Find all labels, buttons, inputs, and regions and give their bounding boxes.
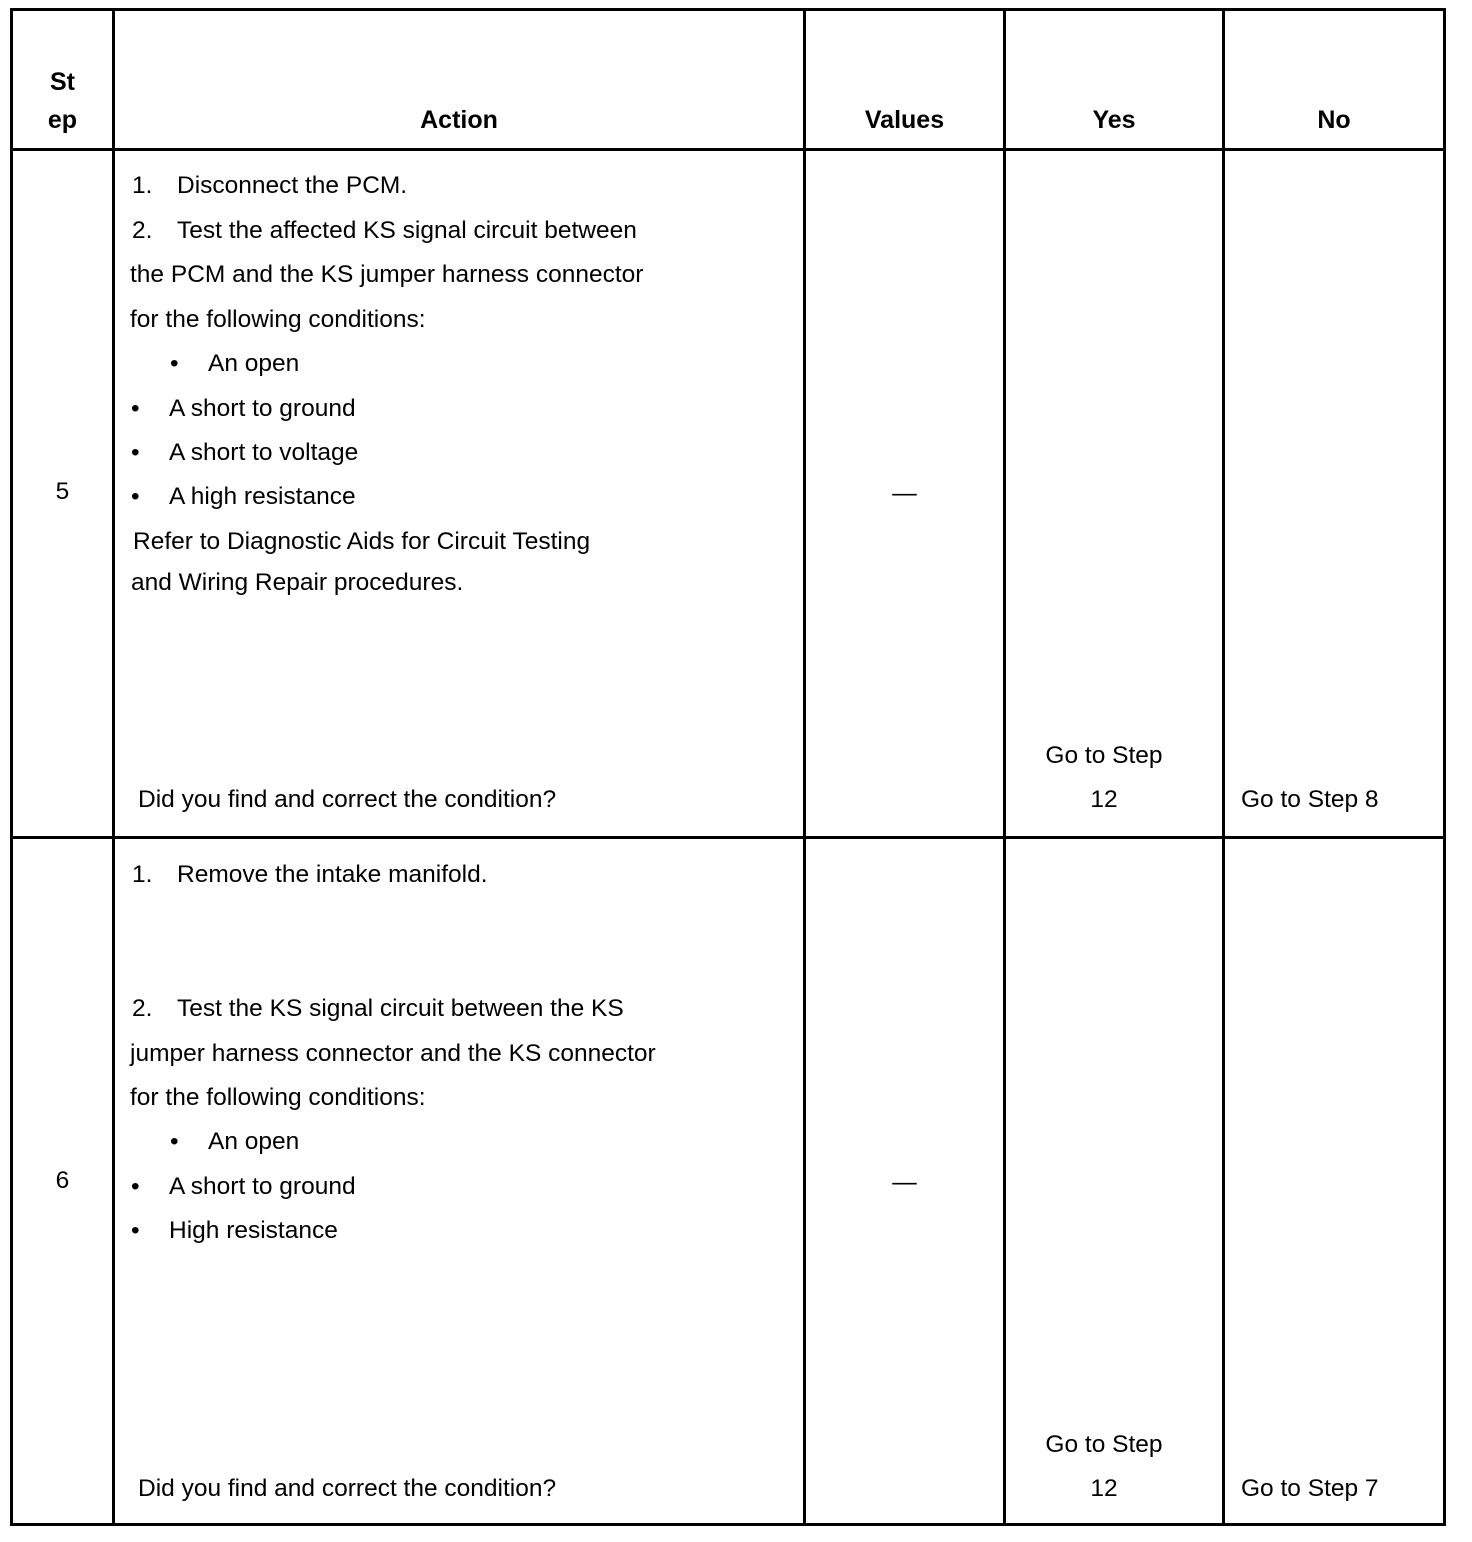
row-divider [10,836,1446,839]
row5-action-item2-line1: 2. Test the affected KS signal circuit between [132,217,637,244]
row5-no: Go to Step 8 [1241,786,1379,813]
row6-value: — [892,1169,917,1196]
row5-refer-line1: Refer to Diagnostic Aids for Circuit Testing [133,528,591,555]
row5-action-item2-line2: the PCM and the KS jumper harness connector [130,261,644,288]
table-border-right [1443,8,1446,1526]
bullet-icon: • [131,483,140,510]
col-divider-yes [1222,8,1225,1526]
header-step-line1: St [50,68,75,96]
header-no: No [1317,106,1351,134]
header-divider [10,148,1446,151]
row5-step: 5 [55,478,70,505]
row5-action-item1: 1. Disconnect the PCM. [132,172,408,199]
row5-action-item2-line3: for the following conditions: [130,306,426,333]
row5-value: — [892,480,917,507]
bullet-icon: • [131,395,140,422]
row5-bullet-open: • An open [170,342,299,386]
row6-action-item2-line3: for the following conditions: [130,1084,426,1111]
header-step-line2: ep [47,106,78,134]
table-border-top [10,8,1446,11]
bullet-icon: • [170,1128,179,1155]
row6-action-item2-line1: 2. Test the KS signal circuit between the KS [132,995,624,1022]
row5-bullet-short-ground: • A short to ground [131,387,356,431]
col-divider-step [112,8,115,1526]
row6-step: 6 [55,1167,70,1194]
table-border-bottom [10,1523,1446,1526]
header-values: Values [864,106,945,134]
header-action: Action [420,106,498,134]
row6-question: Did you find and correct the condition? [138,1475,557,1502]
row6-bullet-high-resistance: • High resistance [131,1209,338,1253]
row6-yes-line1: Go to Step [1045,1431,1163,1458]
row6-action-item2-line2: jumper harness connector and the KS connector [130,1040,656,1067]
row6-no: Go to Step 7 [1241,1475,1379,1502]
row5-yes-line2: 12 [1090,786,1118,813]
bullet-icon: • [131,1217,140,1244]
row6-action-item1: 1. Remove the intake manifold. [132,861,488,888]
row6-yes-line2: 12 [1090,1475,1118,1502]
header-step [13,63,112,139]
row5-question: Did you find and correct the condition? [138,786,557,813]
row5-bullet-short-voltage: • A short to voltage [131,431,358,475]
diagnostic-table [10,8,1446,1526]
row5-bullet-high-resistance: • A high resistance [131,475,356,519]
row5-yes-line1: Go to Step [1045,742,1163,769]
bullet-icon: • [131,1173,140,1200]
bullet-icon: • [131,439,140,466]
row5-refer-line2: and Wiring Repair procedures. [131,569,464,596]
table-border-left [10,8,13,1526]
header-yes: Yes [1092,106,1136,134]
row6-bullet-short-ground: • A short to ground [131,1165,356,1209]
col-divider-action [803,8,806,1526]
bullet-icon: • [170,350,179,377]
row6-bullet-open: • An open [170,1120,299,1164]
